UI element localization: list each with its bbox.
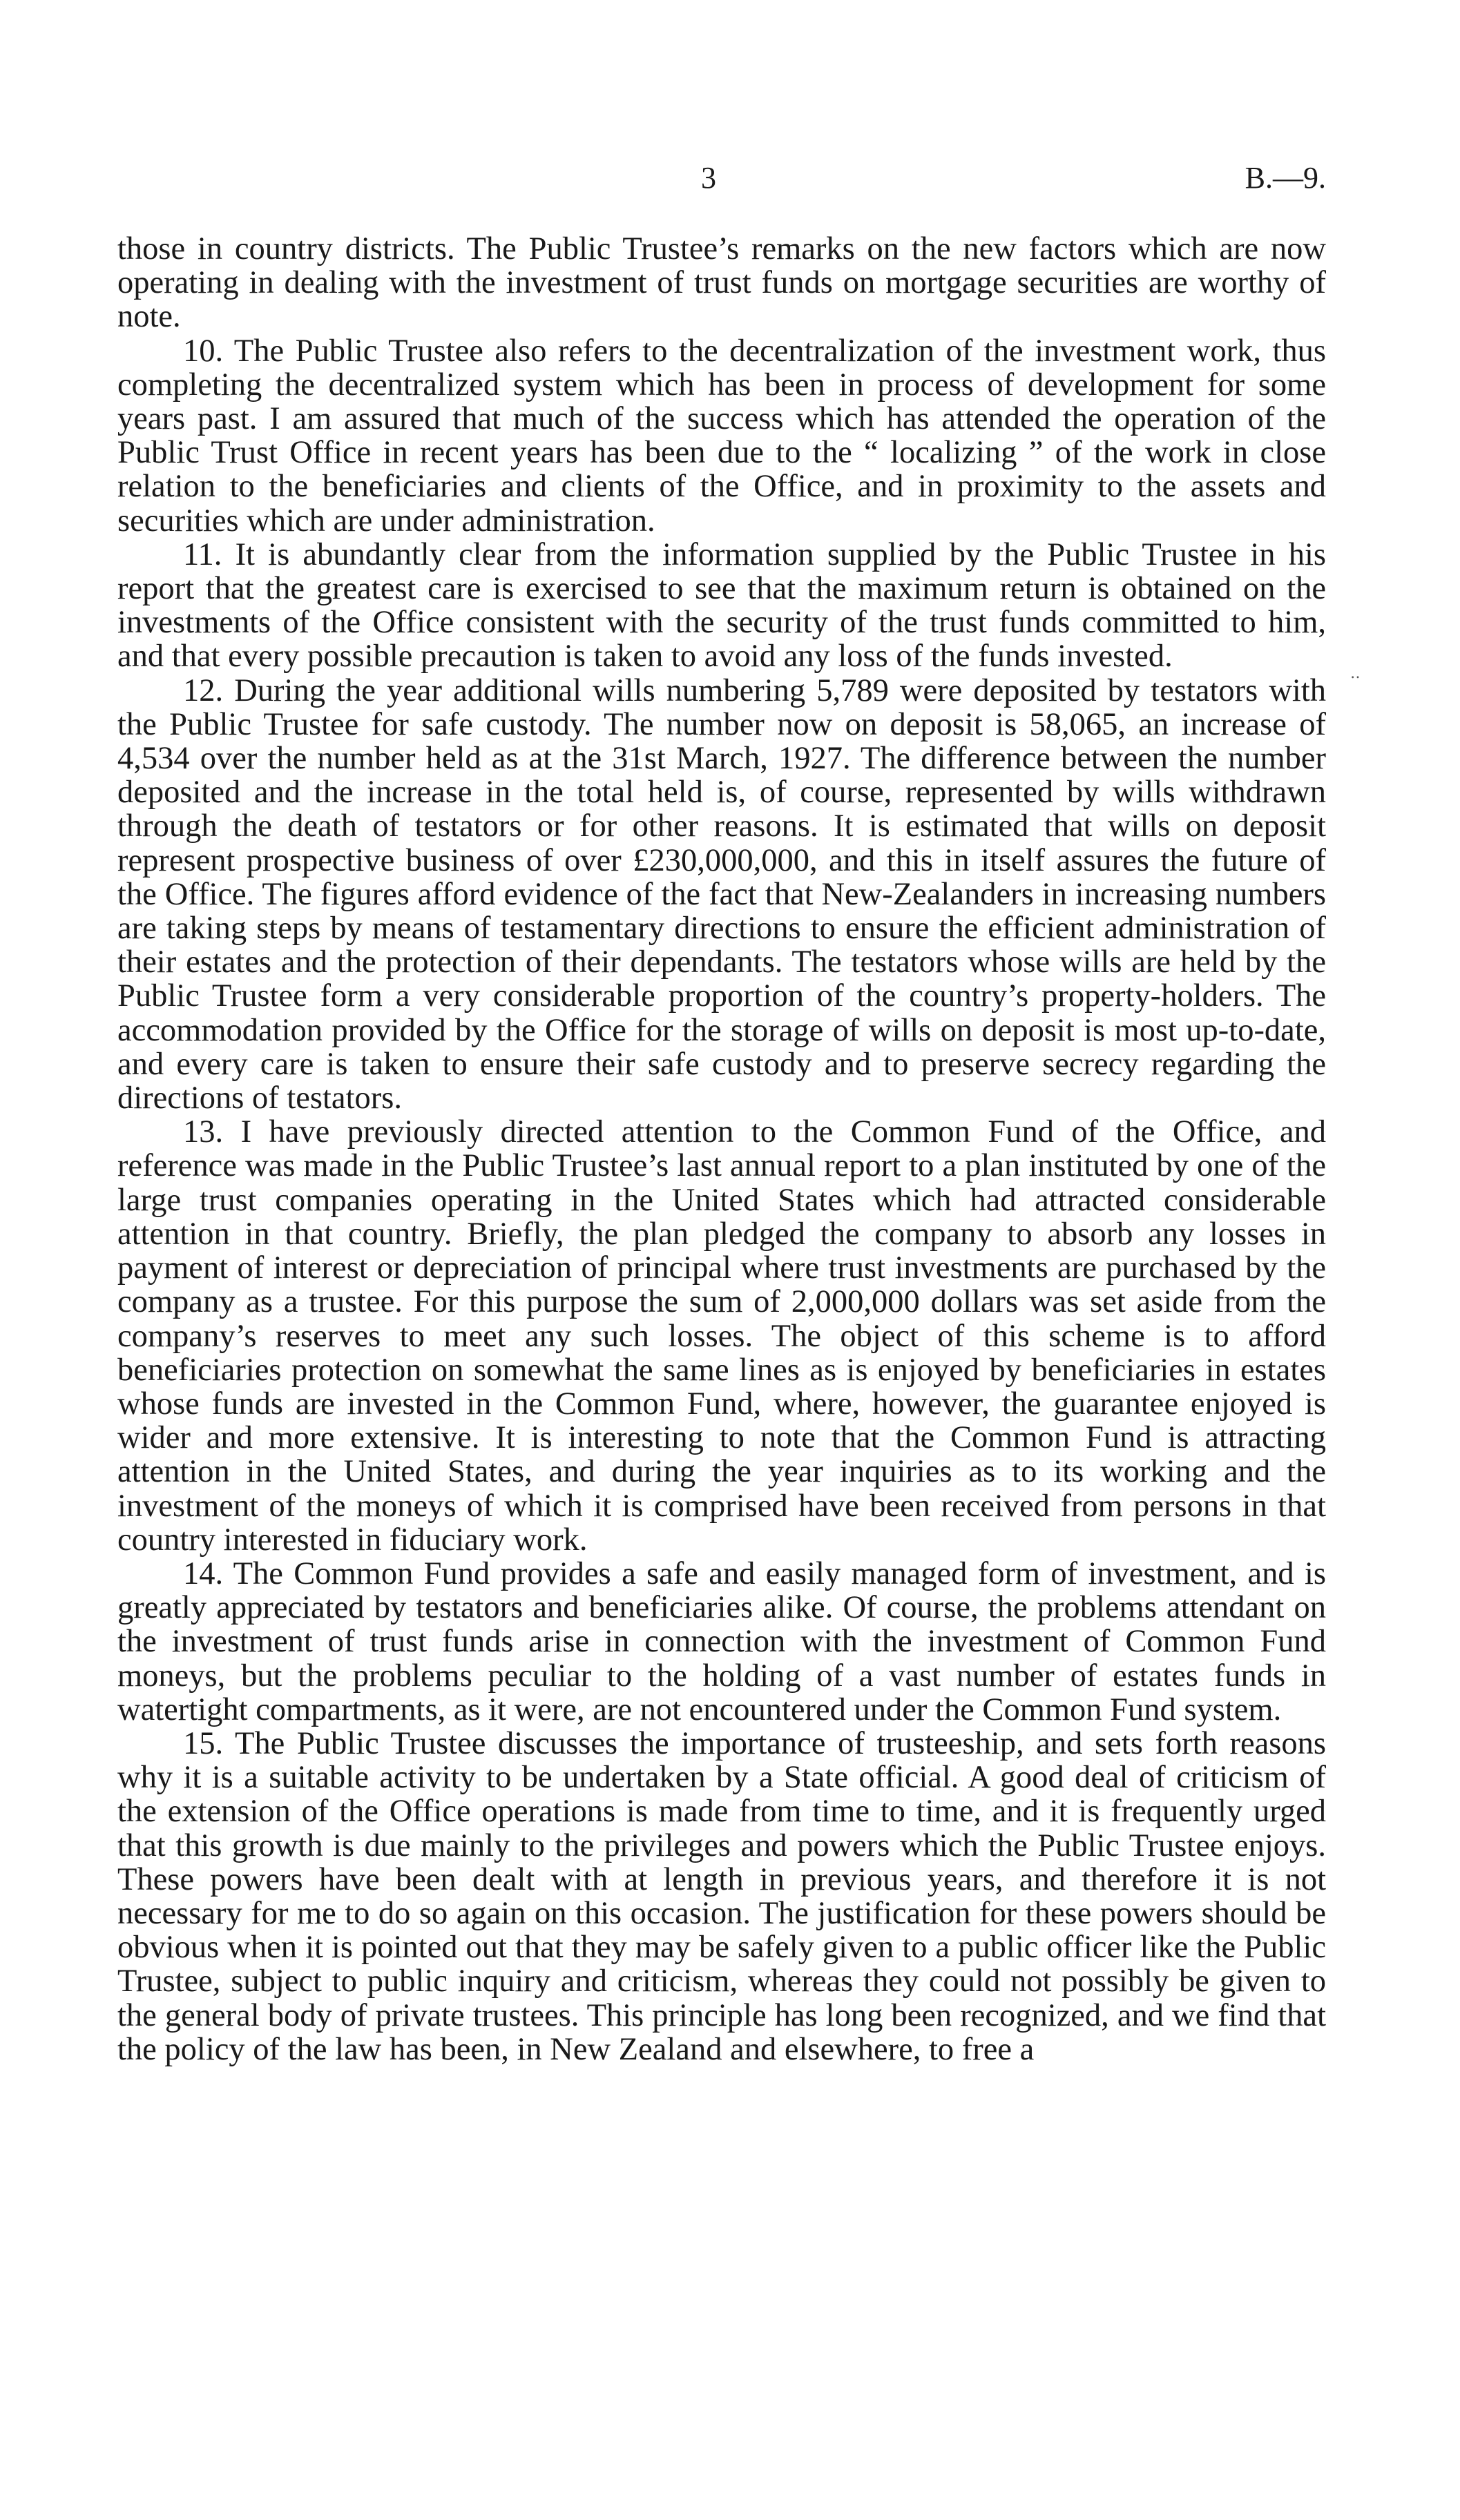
paragraph-14: 14. The Common Fund provides a safe and easily managed form of investment, and is greatly appreciated by testators and beneficiaries alike. Of course, the problems attendant on the investment of trust funds arise in connection with the investment of Common Fund moneys, but the problems peculiar to the holding of a vast number of estates funds in watertight compartments, as it were, are not encountered under the Common Fund system.: [117, 1555, 1326, 1727]
page-number: 3: [701, 161, 716, 195]
paragraph-15: 15. The Public Trustee discusses the importance of trusteeship, and sets forth reasons why it is a suitable activity to be undertaken by a State official. A good deal of criticism of the extension of the Office operations is made from time to time, and it is frequently urged that this growth is due mainly to the privileges and powers which the Public Trustee enjoys. These powers have been dealt with at length in previous years, and therefore it is not necessary for me to do so again on this occasion. The justification for these powers should be obvious when it is pointed out that they may be safely given to a public officer like the Public Trustee, subject to public inquiry and criticism, whereas they could not possibly be given to the general body of private trustees. This principle has long been recognized, and we find that the policy of the law has been, in New Zealand and elsewhere, to free a: [117, 1725, 1326, 2067]
paragraph-13: 13. I have previously directed attention to the Common Fund of the Office, and reference was made in the Public Trustee’s last annual report to a plan instituted by one of the large trust companies operating in the United States which had attracted considerable attention in that country. Briefly, the plan pledged the company to absorb any losses in payment of interest or depreciation of principal where trust investments are purchased by the company as a trustee. For this purpose the sum of 2,000,000 dollars was set aside from the company’s reserves to meet any such losses. The object of this scheme is to afford beneficiaries protection on somewhat the same lines as is enjoyed by beneficiaries in estates whose funds are invested in the Common Fund, where, however, the guarantee enjoyed is wider and more extensive. It is interesting to note that the Common Fund is attracting attention in the United States, and during the year inquiries as to its working and the investment of the moneys of which it is comprised have been received from persons in that country interested in fiduciary work.: [117, 1114, 1326, 1558]
document-reference: B.—9.: [1245, 161, 1326, 195]
paragraph-10: 10. The Public Trustee also refers to the decentralization of the investment work, thus completing the decentralized system which has been in process of development for some years past. I am assured that much of the success which has attended the operation of the Public Trust Office in recent years has been due to the “ localizing ” of the work in close relation to the beneficiaries and clients of the Office, and in proximity to the assets and securities which are under administration.: [117, 333, 1326, 539]
body-text: [117, 232, 1326, 2066]
paragraph-continuation: those in country districts. The Public Trustee’s remarks on the new factors which are now operating in dealing with the investment of trust funds on mortgage securities are worthy of note.: [117, 231, 1326, 335]
page-header: [117, 160, 1326, 209]
paragraph-12: 12. During the year additional wills numbering 5,789 were deposited by testators with the Public Trustee for safe custody. The number now on deposit is 58,065, an increase of 4,534 over the number held as at the 31st March, 1927. The difference between the number deposited and the increase in the total held is, of course, represented by wills withdrawn through the death of testators or for other reasons. It is estimated that wills on deposit represent prospective business of over £230,000,000, and this in itself assures the future of the Office. The figures afford evidence of the fact that New-Zealanders in increasing numbers are taking steps by means of testamentary directions to ensure the efficient administration of their estates and the protection of their dependants. The testators whose wills are held by the Public Trustee form a very considerable proportion of the country’s property-holders. The accommodation provided by the Office for the storage of wills on deposit is most up-to-date, and every care is taken to ensure their safe custody and to preserve secrecy regarding the directions of testators.: [117, 672, 1326, 1116]
margin-mark: ‥: [1350, 664, 1363, 681]
paragraph-11: 11. It is abundantly clear from the information supplied by the Public Trustee in his report that the greatest care is exercised to see that the maximum return is obtained on the investments of the Office consistent with the security of the trust funds committed to him, and that every possible precaution is taken to avoid any loss of the funds invested.: [117, 536, 1326, 675]
